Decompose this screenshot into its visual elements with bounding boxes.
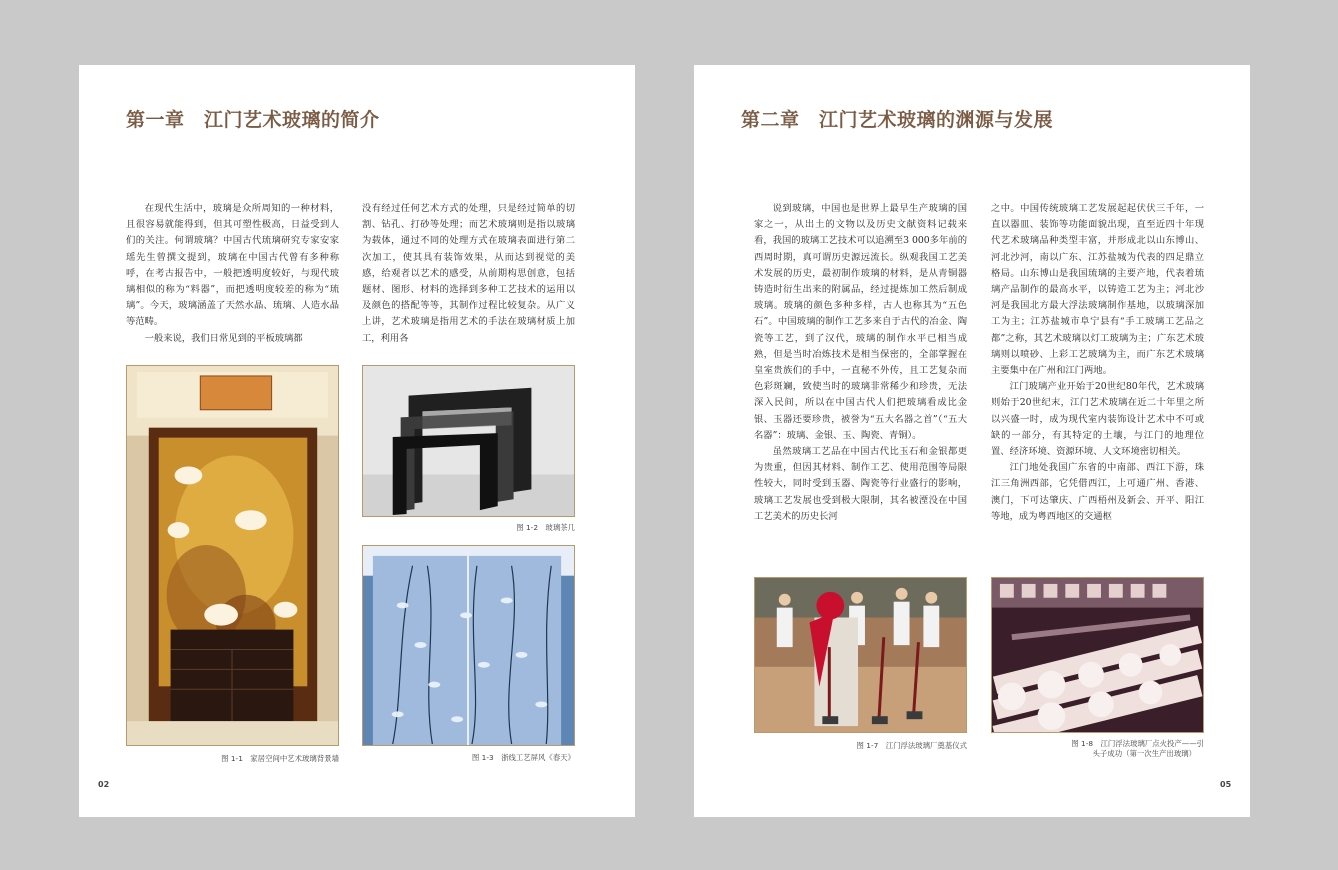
figure-caption: 图 1-1 家居空间中艺术玻璃背景墙 <box>221 754 339 763</box>
figure-caption: 图 1-3 浙线工艺屏风《春天》 <box>471 753 575 762</box>
float-glass-production-photo <box>991 577 1204 733</box>
lotus-glass-wall-photo <box>126 365 339 746</box>
paragraph: 一般来说，我们日常见到的平板玻璃都 <box>144 332 303 344</box>
paragraph: 江门玻璃产业开始于20世纪80年代，艺术玻璃则始于20世纪末，江门艺术玻璃在近二十年里之所以兴盛一时，成为现代室内装饰设计艺术中不可或缺的一部分，有其特定的土壤，与江门的地理位置、经济环境、资源环境、人文环境密切相关。 <box>991 381 1204 458</box>
paragraph: 说到玻璃，中国也是世界上最早生产玻璃的国家之一，从出土的文物以及历史文献资料记载来看，我国的玻璃工艺技术可以追溯至3 000多年前的西周时期，真可谓历史源远流长。纵观我国工艺美术发展的历史，最初制作玻璃的材料，是从青铜器铸造时衍生出来的附属品，经过提炼加工然后制成玻璃。玻璃的颜色多种多样，古人也称其为“五色石”。中国玻璃的制作工艺多来自于古代的冶金、陶瓷等工艺，到了汉代，玻璃的制作水平已相当成熟，但是当时冶炼技术是相当保密的，全部掌握在皇室贵族们的手中，一直秘不外传，且工艺复杂而色彩斑斓，致使当时的玻璃非常稀少和珍贵，无法深入民间，所以在中国古代人们把玻璃看成比金银、玉器还要珍贵，被誉为“五大名器之首”（“五大名器”：玻璃、金银、玉、陶瓷、青铜）。 <box>754 203 967 441</box>
left-text-column-2 <box>362 201 575 347</box>
paragraph: 江门地处我国广东省的中南部、西江下游，珠江三角洲西部，它凭借西江，上可通广州、香港、澳门，下可达肇庆、广西梧州及新会、开平、阳江等地，成为粤西地区的交通枢 <box>991 462 1204 522</box>
chapter-title-2: 第二章 江门艺术玻璃的渊源与发展 <box>741 109 1054 131</box>
right-page <box>694 65 1250 817</box>
paragraph: 虽然玻璃工艺品在中国古代比玉石和金银都更为贵重，但因其材料、制作工艺、使用范围等局限性较大，同时受到玉器、陶瓷等行业盛行的影响，玻璃工艺发展也受到极大限制，其名被湮没在中国工艺美术的历史长河 <box>754 446 967 522</box>
chapter-title-1: 第一章 江门艺术玻璃的简介 <box>126 109 380 131</box>
left-text-column-1 <box>126 201 339 347</box>
right-text-column-1 <box>754 201 967 525</box>
paragraph: 没有经过任何艺术方式的处理，只是经过简单的切割、钻孔、打砂等处理；而艺术玻璃则是指以玻璃为载体，通过不同的处理方式在玻璃表面进行第二次加工，使其具有装饰效果，从而达到视觉的美感，给观者以艺术的感受，从前期构思创意，包括题材、图形、材料的选择到多种工艺技术的运用以及颜色的搭配等等，其制作过程比较复杂。从广义上讲，艺术玻璃是指用艺术的手法在玻璃材质上加工，利用各 <box>362 203 575 344</box>
figure-caption: 图 1-2 玻璃茶几 <box>516 523 575 532</box>
caption-line: 图 1-8 江门浮法玻璃厂点火投产——引 <box>1071 739 1204 748</box>
figure-caption: 图 1-7 江门浮法玻璃厂奠基仪式 <box>856 741 967 750</box>
page-number: 05 <box>1220 780 1232 789</box>
groundbreaking-ceremony-photo <box>754 577 967 733</box>
paragraph: 之中。中国传统玻璃工艺发展起起伏伏三千年，一直以器皿、装饰等功能面貌出现，直至近四十年现代艺术玻璃品种类型丰富，并形成北以山东博山、河北沙河，南以广东、江苏盐城为代表的四足鼎立格局。山东博山是我国琉璃的主要产地，代表着琉璃产品制作的最高水平，以铸造工艺为主；河北沙河是我国北方最大浮法玻璃制作基地，以玻璃深加工为主；江苏盐城市阜宁县有“手工玻璃工艺品之都”之称，其艺术玻璃以灯工玻璃为主；广东艺术玻璃则以喷砂、上彩工艺玻璃为主，而广东艺术玻璃主要集中在广州和江门两地。 <box>991 203 1204 377</box>
glass-tea-table-photo <box>362 365 575 517</box>
left-page <box>79 65 635 817</box>
figure-caption <box>991 739 1204 759</box>
right-text-column-2 <box>991 201 1204 525</box>
page-number: 02 <box>98 780 110 789</box>
paragraph: 在现代生活中，玻璃是众所周知的一种材料，且很容易就能得到，但其可塑性极高，日益受到人们的关注。何谓玻璃？中国古代琉璃研究专家安家瑶先生曾撰文提到，玻璃在中国古代曾有多种称呼，在考古报告中，一般把透明度较好，与现代玻璃相似的称为“料器”，而把透明度较差的称为“琉璃”。今天，玻璃涵盖了天然水晶、琉璃、人造水晶等范畴。 <box>126 203 339 328</box>
caption-line: 头子成功（第一次生产出玻璃） <box>1092 749 1196 758</box>
spring-screen-photo <box>362 545 575 746</box>
